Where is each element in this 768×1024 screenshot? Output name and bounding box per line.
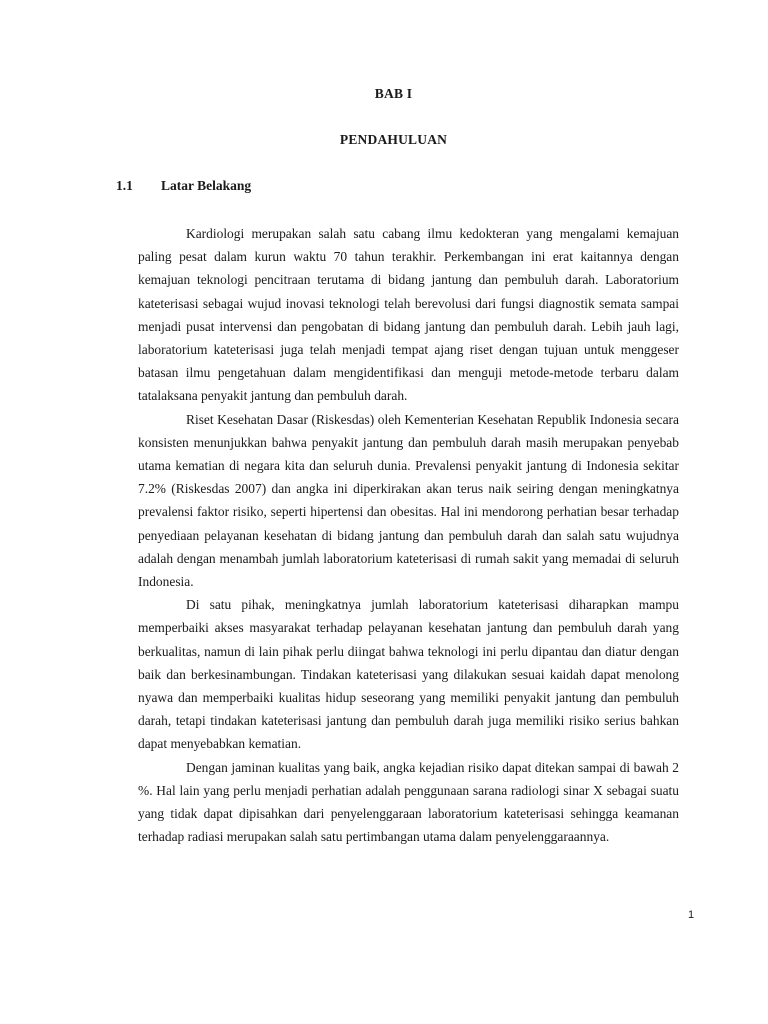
body-text <box>138 222 679 848</box>
paragraph: Dengan jaminan kualitas yang baik, angka kejadian risiko dapat ditekan sampai di bawah 2 %. Hal lain yang perlu menjadi perhatian adalah penggunaan sarana radiologi sinar X sebagai suatu yang tidak dapat dipisahkan dari penyelenggaraan laboratorium kateterisasi sehingga keamanan terhadap radiasi merupakan salah satu pertimbangan utama dalam penyelenggaraannya. <box>138 759 679 845</box>
page-number: 1 <box>688 909 695 921</box>
paragraph: Di satu pihak, meningkatnya jumlah laboratorium kateterisasi diharapkan mampu memperbaiki akses masyarakat terhadap pelayanan kesehatan jantung dan pembuluh darah yang berkualitas, namun di lain pihak perlu diingat bahwa teknologi ini perlu dipantau dan diatur dengan baik dan berkesinambungan. Tindakan kateterisasi yang dilakukan sesuai kaidah dapat menolong nyawa dan memperbaiki kualitas hidup seseorang yang memiliki penyakit jantung dan pembuluh darah, tetapi tindakan kateterisasi jantung dan pembuluh darah juga memiliki risiko serius bahkan dapat menyebabkan kematian. <box>138 597 679 752</box>
section-number: 1.1 <box>116 178 133 193</box>
section-title: Latar Belakang <box>161 178 252 193</box>
chapter-label: BAB I <box>374 86 413 101</box>
paragraph: Riset Kesehatan Dasar (Riskesdas) oleh Kementerian Kesehatan Republik Indonesia secara konsisten menunjukkan bahwa penyakit jantung dan pembuluh darah masih merupakan penyebab utama kematian di negara kita dan seluruh dunia. Prevalensi penyakit jantung di Indonesia sekitar 7.2% (Riskesdas 2007) dan angka ini diperkirakan akan terus naik seiring dengan meningkatnya prevalensi faktor risiko, seperti hipertensi dan obesitas. Hal ini mendorong perhatian besar terhadap penyediaan pelayanan kesehatan di bidang jantung dan pembuluh darah dan salah satu wujudnya adalah dengan menambah jumlah laboratorium kateterisasi di rumah sakit yang memadai di seluruh Indonesia. <box>138 411 679 590</box>
paragraph: Kardiologi merupakan salah satu cabang ilmu kedokteran yang mengalami kemajuan paling pesat dalam kurun waktu 70 tahun terakhir. Perkembangan ini erat kaitannya dengan kemajuan teknologi pencitraan terutama di bidang jantung dan pembuluh darah. Laboratorium kateterisasi sebagai wujud inovasi teknologi telah berevolusi dari fungsi diagnostik semata sampai menjadi pusat intervensi dan pengobatan di bidang jantung dan pembuluh darah. Lebih jauh lagi, laboratorium kateterisasi juga telah menjadi tempat ajang riset dengan tujuan untuk menggeser batasan ilmu pengetahuan dalam mengidentifikasi dan menguji metode-metode terbaru dalam tatalaksana penyakit jantung dan pembuluh darah. <box>138 226 679 404</box>
chapter-title: PENDAHULUAN <box>339 132 448 147</box>
